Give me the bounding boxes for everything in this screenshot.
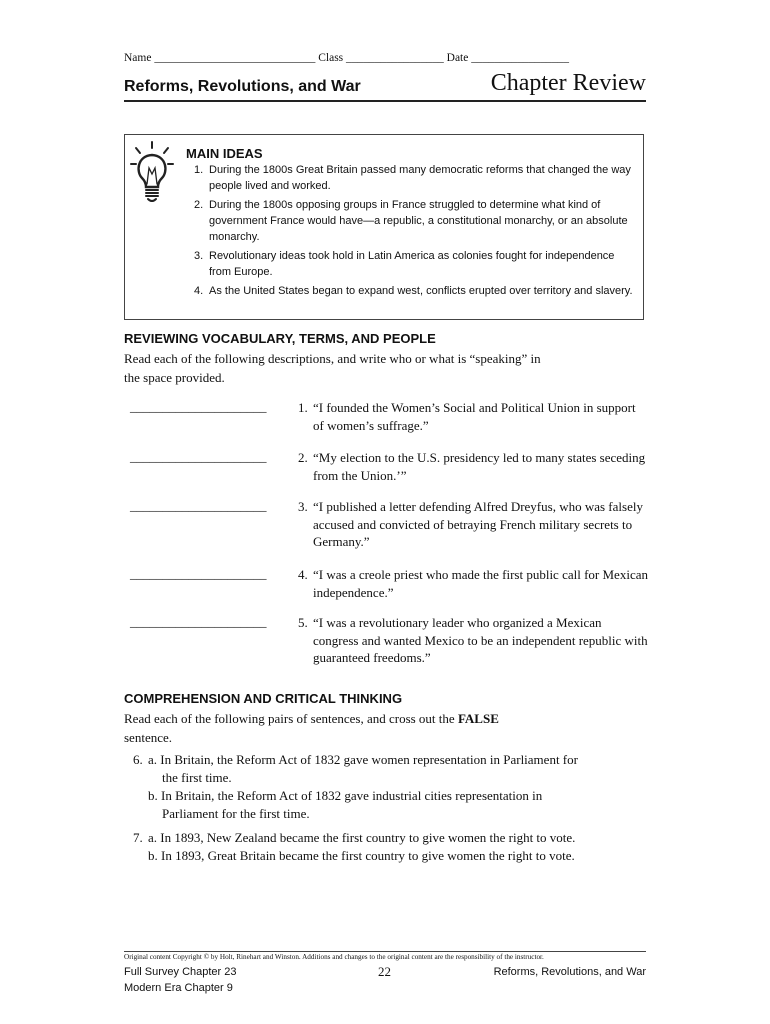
main-idea-number: 1. (194, 164, 204, 176)
date-blank[interactable]: _________________ (471, 52, 569, 64)
answer-blank[interactable]: _____________________ (130, 449, 267, 464)
vocab-question (298, 614, 648, 667)
comprehension-heading: COMPREHENSION AND CRITICAL THINKING (124, 691, 403, 706)
question-number: 5. (298, 615, 308, 630)
main-idea-text: Revolutionary ideas took hold in Latin America as colonies fought for independence from Europe. (209, 250, 615, 278)
question-text: “I was a creole priest who made the first public call for Mexican independence.” (313, 567, 648, 600)
main-idea-number: 2. (194, 199, 204, 211)
vocab-question (298, 498, 648, 551)
main-idea-item (194, 197, 634, 245)
footer-title: Reforms, Revolutions, and War (493, 966, 646, 978)
name-blank[interactable]: ____________________________ (154, 52, 316, 64)
footer-chapter-full-survey: Full Survey Chapter 23 (124, 966, 237, 978)
answer-blank[interactable]: _____________________ (130, 614, 267, 629)
question-text: “I founded the Women’s Social and Political Union in support of women’s suffrage.” (313, 400, 636, 433)
page-number: 22 (378, 964, 391, 979)
vocab-heading: REVIEWING VOCABULARY, TERMS, AND PEOPLE (124, 331, 436, 346)
main-idea-item (194, 162, 634, 194)
question-text: “I was a revolutionary leader who organized a Mexican congress and wanted Mexico to be an independent republic with guaranteed freedoms.” (313, 615, 648, 665)
page-title: Reforms, Revolutions, and War (124, 78, 361, 95)
header-rule (124, 100, 646, 102)
chapter-review-heading: Chapter Review (490, 70, 646, 96)
main-ideas-heading: MAIN IDEAS (186, 146, 263, 161)
question-number: 3. (298, 499, 308, 514)
instructions-text-cont: sentence. (124, 730, 173, 745)
name-label: Name (124, 52, 152, 64)
question-text: “My election to the U.S. presidency led to many states seceding from the Union.’” (313, 450, 646, 483)
class-blank[interactable]: _________________ (346, 52, 444, 64)
lightbulb-icon (130, 140, 174, 206)
comprehension-instructions (124, 709, 544, 747)
name-class-date-line (124, 52, 646, 64)
answer-blank[interactable]: _____________________ (130, 399, 267, 414)
answer-blank[interactable]: _____________________ (130, 566, 267, 581)
false-keyword: FALSE (457, 711, 499, 726)
main-idea-text: During the 1800s Great Britain passed many democratic reforms that changed the way people lived and worked. (209, 164, 631, 192)
question-number: 1. (298, 400, 308, 415)
sentence-7a[interactable]: a. In 1893, New Zealand became the first country to give women the right to vote. (148, 830, 576, 845)
sentence-7b[interactable]: b. In 1893, Great Britain became the first country to give women the right to vote. (148, 848, 575, 863)
main-idea-item (194, 248, 634, 280)
vocab-question (298, 399, 648, 434)
main-idea-number: 3. (194, 250, 204, 262)
vocab-question (298, 449, 648, 484)
sentence-6a[interactable]: a. In Britain, the Reform Act of 1832 gave women representation in Parliament for (148, 752, 578, 767)
vocab-instructions: Read each of the following descriptions, and write who or what is “speaking” in the space provided. (124, 351, 541, 385)
main-idea-text: During the 1800s opposing groups in France struggled to determine what kind of government France would have—a republic, a constitutional monarchy, or an absolute monarchy. (209, 199, 628, 243)
question-number: 2. (298, 450, 308, 465)
sentence-6b[interactable]: b. In Britain, the Reform Act of 1832 gave industrial cities representation in (148, 788, 543, 803)
sentence-6b-cont[interactable]: Parliament for the first time. (162, 806, 310, 821)
instructions-text: Read each of the following pairs of sentences, and cross out the (124, 711, 458, 726)
footer-chapter-modern-era: Modern Era Chapter 9 (124, 982, 233, 994)
question-number: 6. (133, 752, 143, 767)
class-label: Class (318, 52, 344, 64)
question-number: 7. (133, 830, 143, 845)
date-label: Date (446, 52, 469, 64)
main-idea-item (194, 283, 634, 299)
copyright-notice: Original content Copyright © by Holt, Rinehart and Winston. Additions and changes to the original content are the responsibility of the instructor. (124, 951, 646, 961)
sentence-6a-cont[interactable]: the first time. (162, 770, 232, 785)
answer-blank[interactable]: _____________________ (130, 498, 267, 513)
question-text: “I published a letter defending Alfred Dreyfus, who was falsely accused and convicted of betraying French military secrets to Germany.” (313, 499, 643, 549)
main-idea-number: 4. (194, 285, 204, 297)
vocab-question (298, 566, 648, 601)
main-idea-text: As the United States began to expand west, conflicts erupted over territory and slavery. (209, 285, 633, 297)
question-number: 4. (298, 567, 308, 582)
